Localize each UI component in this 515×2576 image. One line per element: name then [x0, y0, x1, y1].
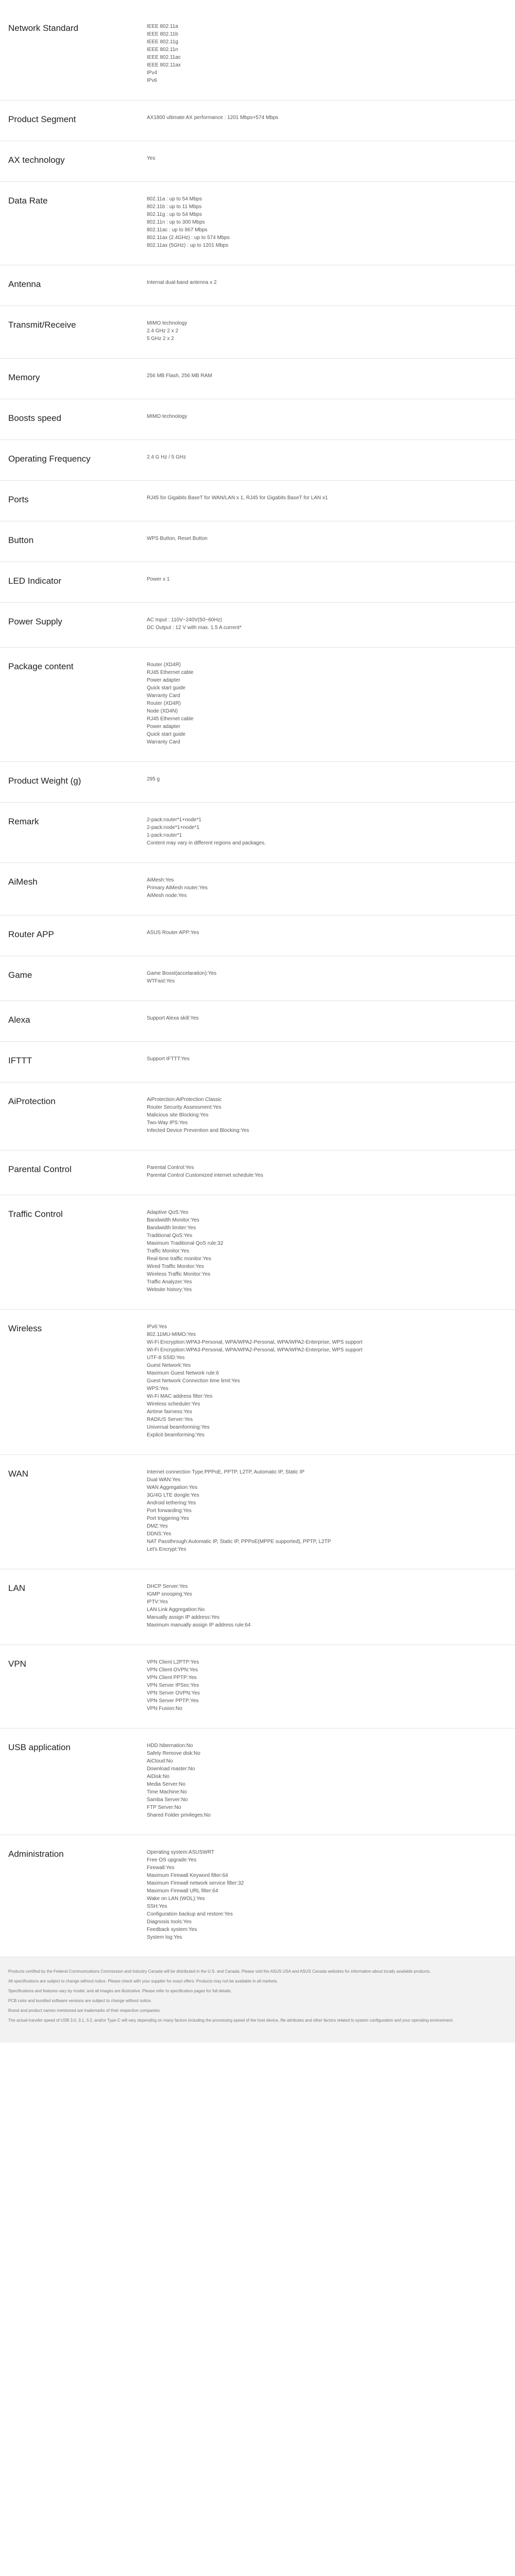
spec-name: LED Indicator	[8, 576, 61, 586]
spec-value: Support IFTTT:Yes	[147, 1056, 190, 1062]
spec-value: Samba Server:No	[147, 1797, 188, 1803]
spec-values	[147, 661, 515, 746]
spec-name: WAN	[8, 1469, 29, 1479]
spec-value: IEEE 802.11n	[147, 47, 178, 53]
spec-value: Support Alexa skill:Yes	[147, 1015, 199, 1021]
spec-value: Bandwidth Monitor:Yes	[147, 1217, 199, 1223]
spec-value: Feedback system:Yes	[147, 1927, 197, 1933]
spec-values	[147, 535, 515, 546]
spec-value: DC Output : 12 V with max. 1.5 A current*	[147, 625, 242, 631]
spec-value: IGMP snooping:Yes	[147, 1591, 192, 1597]
spec-value: AiProtection:AiProtection Classic	[147, 1097, 222, 1103]
spec-value: FTP Server:No	[147, 1805, 181, 1810]
spec-values	[147, 1849, 515, 1941]
spec-value: Guest Network:Yes	[147, 1363, 191, 1368]
spec-value: Traditional QoS:Yes	[147, 1233, 193, 1239]
spec-row	[0, 1001, 515, 1042]
spec-values	[147, 453, 515, 465]
spec-value: WTFast:Yes	[147, 978, 175, 984]
spec-value: SSH:Yes	[147, 1904, 167, 1909]
spec-value: LAN Link Aggregation:No	[147, 1607, 205, 1613]
spec-value: Wireless scheduler:Yes	[147, 1401, 200, 1407]
spec-values	[147, 494, 515, 505]
spec-value: Power x 1	[147, 577, 170, 582]
spec-value: Free OS upgrade:Yes	[147, 1857, 197, 1863]
spec-value: Internal dual-band antenna x 2	[147, 280, 217, 285]
spec-value: IPv6:Yes	[147, 1324, 167, 1330]
spec-name: Traffic Control	[8, 1209, 63, 1219]
spec-value: Operating system:ASUSWRT	[147, 1850, 214, 1855]
spec-name: Router APP	[8, 929, 54, 939]
spec-value: IEEE 802.11g	[147, 39, 178, 45]
spec-row	[0, 1455, 515, 1569]
spec-name: AiProtection	[8, 1096, 56, 1106]
spec-name: Power Supply	[8, 617, 62, 626]
spec-row	[0, 359, 515, 399]
spec-value: Maximum Firewall network service filter:32	[147, 1880, 244, 1886]
spec-row	[0, 1835, 515, 1957]
spec-row	[0, 182, 515, 265]
spec-row	[0, 1569, 515, 1645]
spec-values	[147, 1014, 515, 1026]
spec-value: RADIUS Server:Yes	[147, 1417, 193, 1422]
spec-value: WAN Aggregation:Yes	[147, 1485, 198, 1490]
spec-value: Wake on LAN (WOL):Yes	[147, 1896, 205, 1902]
spec-value: Wi-Fi Encryption:WPA3-Personal, WPA/WPA2-Personal, WPA/WPA2-Enterprise, WPS support	[147, 1340, 363, 1345]
spec-value: 1-pack:router*1	[147, 833, 182, 838]
spec-value: Malicious site Blocking:Yes	[147, 1112, 209, 1118]
spec-values	[147, 1468, 515, 1553]
spec-value: VPN Server IPSec:Yes	[147, 1683, 199, 1688]
spec-values	[147, 1209, 515, 1294]
spec-row	[0, 1310, 515, 1455]
spec-row	[0, 1150, 515, 1195]
spec-name: LAN	[8, 1583, 26, 1593]
spec-value: Wi-Fi Encryption:WPA3-Personal, WPA/WPA2-Personal, WPA/WPA2-Enterprise, WPS support	[147, 1347, 363, 1353]
spec-value: Yes	[147, 156, 156, 161]
spec-value: AiMesh node:Yes	[147, 893, 187, 899]
spec-row	[0, 399, 515, 440]
spec-values	[147, 195, 515, 249]
spec-row	[0, 803, 515, 863]
spec-value: 802.11g : up to 54 Mbps	[147, 212, 202, 217]
spec-value: Traffic Monitor:Yes	[147, 1248, 190, 1254]
spec-value: IEEE 802.11b	[147, 31, 178, 37]
spec-value: 5 GHz 2 x 2	[147, 336, 174, 342]
spec-value: Quick start guide	[147, 685, 186, 691]
spec-values	[147, 775, 515, 787]
spec-value: Two-Way IPS:Yes	[147, 1120, 188, 1126]
spec-values	[147, 319, 515, 343]
spec-value: Diagnosis tools:Yes	[147, 1919, 192, 1925]
spec-row	[0, 603, 515, 648]
footnote: Products certified by the Federal Communications Commission and Industry Canada will be distributed in the U.S. and Canada. Please visit the ASUS USA and ASUS Canada websites for information about locally available products.	[8, 1969, 431, 1974]
spec-value: Node (XD4N)	[147, 708, 178, 714]
spec-value: Wired Traffic Monitor:Yes	[147, 1264, 204, 1269]
spec-value: Firewall:Yes	[147, 1865, 175, 1871]
spec-value: Warranty Card	[147, 739, 180, 745]
spec-value: Quick start guide	[147, 732, 186, 737]
spec-name: Transmit/Receive	[8, 320, 76, 330]
spec-value: VPN Client L2PTP:Yes	[147, 1659, 199, 1665]
spec-value: Game Boost(accelaration):Yes	[147, 971, 217, 976]
spec-value: Android tethering:Yes	[147, 1500, 196, 1506]
spec-value: Port forwarding:Yes	[147, 1508, 192, 1514]
spec-name: USB application	[8, 1742, 71, 1752]
spec-value: Maximum Firewall Keyword filter:64	[147, 1873, 228, 1878]
spec-value: 3G/4G LTE dongle:Yes	[147, 1493, 199, 1498]
spec-values	[147, 816, 515, 847]
spec-value: Dual WAN:Yes	[147, 1477, 181, 1483]
spec-value: RJ45 for Gigabits BaseT for WAN/LAN x 1, RJ45 for Gigabits BaseT for LAN x1	[147, 495, 328, 501]
spec-row	[0, 440, 515, 481]
spec-value: RJ45 Ethernet cable	[147, 670, 194, 675]
spec-value: WPS Button, Reset Button	[147, 536, 208, 541]
spec-value: DDNS:Yes	[147, 1531, 171, 1537]
footnote: Brand and product names mentioned are trademarks of their respective companies.	[8, 2008, 161, 2013]
footnote: All specifications are subject to change without notice. Please check with your supplier for exact offers. Products may not be available in all markets.	[8, 1979, 278, 1984]
spec-row	[0, 141, 515, 182]
spec-values	[147, 1323, 515, 1439]
spec-value: Internet connection Type:PPPoE, PPTP, L2TP, Automatic IP, Static IP	[147, 1469, 305, 1475]
footnote: The actual transfer speed of USB 3.0, 3.1, 3.2, and/or Type-C will vary depending on many factors including the processing speed of the host device, file attributes and other factors related to system configuration and your operating environment.	[8, 2018, 454, 2023]
spec-value: Wireless Traffic Monitor:Yes	[147, 1272, 211, 1277]
spec-name: Product Segment	[8, 114, 76, 124]
spec-row	[0, 521, 515, 562]
spec-value: Warranty Card	[147, 693, 180, 699]
spec-value: Media Server:No	[147, 1782, 186, 1787]
spec-value: Configuration backup and restore:Yes	[147, 1911, 233, 1917]
spec-value: AC Input : 110V~240V(50~60Hz)	[147, 617, 222, 623]
spec-value: Router (XD4R)	[147, 701, 181, 706]
spec-name: Operating Frequency	[8, 454, 91, 464]
spec-row	[0, 956, 515, 1001]
spec-value: Maximum manually assign IP address rule:64	[147, 1622, 251, 1628]
spec-name: AX technology	[8, 155, 65, 165]
spec-value: 802.11ac : up to 867 Mbps	[147, 227, 208, 233]
spec-name: Wireless	[8, 1324, 42, 1333]
spec-name: Button	[8, 535, 34, 545]
spec-value: Let's Encrypt:Yes	[147, 1547, 186, 1552]
spec-name: Network Standard	[8, 23, 79, 33]
spec-value: IEEE 802.11ac	[147, 55, 181, 60]
spec-row	[0, 1728, 515, 1835]
spec-value: Maximum Traditional QoS rule:32	[147, 1241, 224, 1246]
spec-value: VPN Server PPTP:Yes	[147, 1698, 199, 1704]
spec-value: 802.11MU-MIMO:Yes	[147, 1332, 196, 1337]
spec-values	[147, 1096, 515, 1134]
spec-value: VPN Server OVPN:Yes	[147, 1690, 200, 1696]
spec-row	[0, 265, 515, 306]
spec-values	[147, 575, 515, 587]
spec-values	[147, 279, 515, 290]
spec-value: Bandwidth limiter:Yes	[147, 1225, 196, 1231]
spec-value: Primary AiMesh router:Yes	[147, 885, 208, 891]
spec-row	[0, 1195, 515, 1310]
spec-row	[0, 0, 515, 100]
spec-value: Traffic Analyzer:Yes	[147, 1279, 192, 1285]
spec-value: VPN Client OVPN:Yes	[147, 1667, 198, 1673]
spec-values	[147, 970, 515, 985]
spec-value: Airtime fairness:Yes	[147, 1409, 192, 1415]
spec-value: IPv6	[147, 78, 158, 83]
spec-value: AiCloud:No	[147, 1758, 173, 1764]
spec-value: Parental Control Customized internet schedule:Yes	[147, 1173, 263, 1178]
spec-values	[147, 155, 515, 166]
spec-value: Manually assign IP address:Yes	[147, 1615, 220, 1620]
spec-value: Time Machine:No	[147, 1789, 187, 1795]
spec-values	[147, 372, 515, 383]
spec-value: Infected Device Prevention and Blocking:Yes	[147, 1128, 249, 1133]
spec-values	[147, 876, 515, 900]
spec-value: DMZ:Yes	[147, 1523, 168, 1529]
spec-value: MIMO technology	[147, 320, 187, 326]
spec-name: Alexa	[8, 1015, 30, 1025]
spec-name: Data Rate	[8, 196, 48, 206]
spec-value: AX1800 ultimate AX performance : 1201 Mbps+574 Mbps	[147, 115, 279, 121]
spec-row	[0, 1082, 515, 1150]
spec-value: IPTV:Yes	[147, 1599, 168, 1605]
spec-value: Guest Network Connection time limit:Yes	[147, 1378, 240, 1384]
spec-value: Port triggering:Yes	[147, 1516, 189, 1521]
spec-row	[0, 916, 515, 956]
footnotes-section	[0, 1957, 515, 2043]
spec-value: Explicit beamforming:Yes	[147, 1432, 204, 1438]
spec-value: Power adapter	[147, 724, 181, 730]
spec-value: HDD hibernation:No	[147, 1743, 193, 1749]
spec-value: IEEE 802.11a	[147, 24, 178, 29]
footnote: Specifications and features vary by model, and all images are illustrative. Please refer to specification pages for full details.	[8, 1989, 232, 1993]
spec-value: MIMO technology	[147, 414, 187, 419]
spec-row	[0, 100, 515, 141]
spec-value: Real-time traffic monitor:Yes	[147, 1256, 212, 1262]
spec-value: 295 g	[147, 776, 160, 782]
spec-values	[147, 1055, 515, 1066]
spec-name: Boosts speed	[8, 413, 62, 423]
spec-name: Ports	[8, 495, 29, 504]
spec-value: 802.11ax (5GHz) : up to 1201 Mbps	[147, 243, 229, 248]
spec-value: WPS:Yes	[147, 1386, 168, 1392]
spec-value: AiDisk:No	[147, 1774, 169, 1780]
spec-value: Parental Control:Yes	[147, 1165, 194, 1171]
spec-value: 802.11n : up to 300 Mbps	[147, 219, 205, 225]
spec-row	[0, 648, 515, 762]
spec-value: AiMesh:Yes	[147, 877, 174, 883]
spec-name: IFTTT	[8, 1056, 32, 1065]
spec-value: Universal beamforming:Yes	[147, 1425, 210, 1430]
spec-values	[147, 1583, 515, 1629]
spec-value: 802.11b : up to 11 Mbps	[147, 204, 202, 210]
spec-name: Game	[8, 970, 32, 980]
spec-row	[0, 481, 515, 521]
spec-value: DHCP Server:Yes	[147, 1584, 188, 1589]
spec-name: Administration	[8, 1849, 64, 1859]
spec-name: AiMesh	[8, 877, 38, 887]
spec-value: Router Security Assessment:Yes	[147, 1105, 221, 1110]
spec-value: Maximum Firewall URL filter:64	[147, 1888, 218, 1894]
spec-value: Router (XD4R)	[147, 662, 181, 668]
spec-value: 802.11ax (2.4GHz) : up to 574 Mbps	[147, 235, 230, 241]
spec-value: 2-pack:node*1+node*1	[147, 825, 200, 831]
spec-value: NAT Passthrough:Automatic IP, Static IP, PPPoE(MPPE supported), PPTP, L2TP	[147, 1539, 331, 1545]
spec-values	[147, 413, 515, 424]
spec-values	[147, 616, 515, 632]
spec-value: VPN Fusion:No	[147, 1706, 182, 1711]
spec-value: 802.11a : up to 54 Mbps	[147, 196, 202, 202]
spec-value: Content may vary in different regions and packages.	[147, 840, 266, 846]
spec-name: Parental Control	[8, 1164, 72, 1174]
spec-values	[147, 929, 515, 940]
spec-value: ASUS Router APP:Yes	[147, 930, 199, 936]
spec-name: Package content	[8, 662, 74, 671]
spec-row	[0, 562, 515, 603]
spec-value: Shared Folder privileges:No	[147, 1812, 211, 1818]
spec-row	[0, 863, 515, 916]
spec-value: RJ45 Ethernet cable	[147, 716, 194, 722]
spec-name: Remark	[8, 817, 39, 826]
spec-value: 2-pack:router*1+node*1	[147, 817, 201, 823]
spec-value: VPN Client PPTP:Yes	[147, 1675, 197, 1681]
spec-value: Adaptive QoS:Yes	[147, 1210, 188, 1215]
spec-value: Wi-Fi MAC address filter:Yes	[147, 1394, 213, 1399]
spec-values	[147, 114, 515, 125]
spec-values	[147, 23, 515, 84]
spec-value: IEEE 802.11ax	[147, 62, 181, 68]
spec-value: 2.4 GHz 2 x 2	[147, 328, 179, 334]
spec-value: 256 MB Flash, 256 MB RAM	[147, 373, 212, 379]
spec-values	[147, 1742, 515, 1819]
spec-value: Maximum Guest Network rule:6	[147, 1370, 219, 1376]
spec-name: Memory	[8, 372, 40, 382]
spec-row	[0, 306, 515, 359]
spec-value: Website history:Yes	[147, 1287, 192, 1293]
spec-value: 2.4 G Hz / 5 GHz	[147, 454, 186, 460]
spec-name: Product Weight (g)	[8, 776, 81, 786]
spec-value: Safely Remove disk:No	[147, 1751, 200, 1756]
spec-values	[147, 1658, 515, 1713]
spec-value: Download master:No	[147, 1766, 195, 1772]
spec-name: VPN	[8, 1659, 26, 1669]
spec-value: System log:Yes	[147, 1935, 182, 1940]
spec-row	[0, 1645, 515, 1728]
spec-name: Antenna	[8, 279, 41, 289]
spec-row	[0, 1042, 515, 1082]
spec-row	[0, 762, 515, 803]
spec-value: Power adapter	[147, 677, 181, 683]
spec-values	[147, 1164, 515, 1179]
spec-value: UTF-8 SSID:Yes	[147, 1355, 185, 1361]
footnote: PCB color and bundled software versions are subject to change without notice.	[8, 1998, 152, 2003]
spec-value: IPv4	[147, 70, 158, 76]
